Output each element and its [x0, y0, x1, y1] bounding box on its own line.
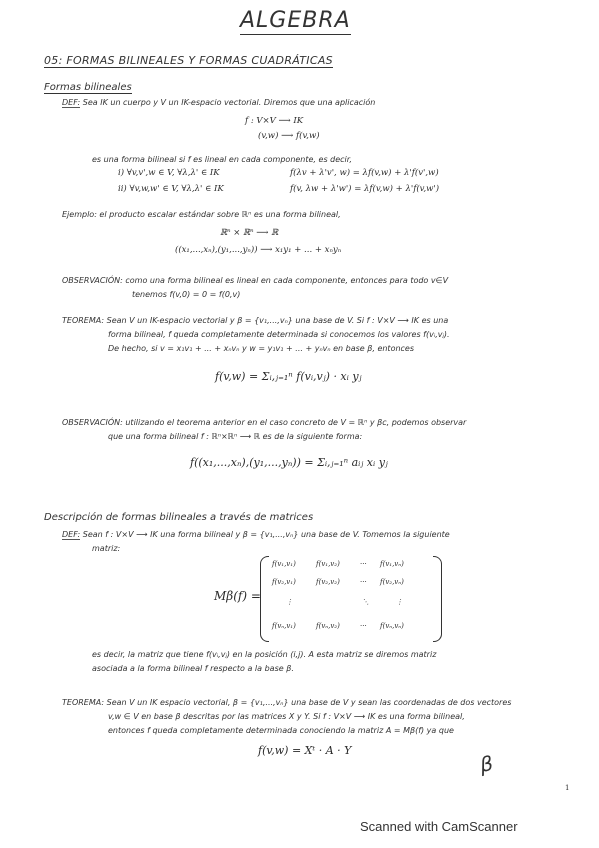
handwritten-signature: β	[478, 751, 495, 777]
def1-map-line1: f : V×V ⟶ IK	[245, 116, 304, 126]
obs1-line	[62, 276, 448, 285]
def2-text-1: Sean f : V×V ⟶ IK una forma bilineal y β = {v₁,...,vₙ} una base de V. Tomemos la siguiente	[82, 530, 450, 539]
section-title: 05: FORMAS BILINEALES Y FORMAS CUADRÁTICAS	[44, 54, 333, 67]
example-map-line1: ℝⁿ × ℝⁿ ⟶ ℝ	[220, 228, 279, 238]
matrix-cell: f(vₙ,vₙ)	[380, 622, 404, 630]
matrix-cell: f(v₁,v₁)	[272, 560, 296, 568]
page-title: ALGEBRA	[240, 8, 351, 33]
matrix-cell: ···	[360, 578, 367, 586]
matrix-cell: ⋱	[362, 598, 369, 606]
obs2-label: OBSERVACIÓN:	[62, 418, 123, 427]
matrix-cell: f(v₂,vₙ)	[380, 578, 404, 586]
matrix-cell: f(v₁,v₂)	[316, 560, 340, 568]
def2-line1	[62, 530, 450, 539]
thm2-line1	[62, 698, 511, 707]
thm2-label: TEOREMA:	[62, 698, 105, 707]
def1-cond2-quantifiers: ii) ∀v,w,w' ∈ V, ∀λ,λ' ∈ IK	[118, 184, 224, 194]
def1-map-line2: (v,w) ⟶ f(v,w)	[258, 131, 320, 141]
def1-condition-intro: es una forma bilineal si f es lineal en cada componente, es decir,	[92, 155, 352, 164]
matrix-left-bracket	[260, 556, 269, 642]
thm1-formula: f(v,w) = Σᵢ,ⱼ₌₁ⁿ f(vᵢ,vⱼ) · xᵢ yⱼ	[215, 370, 362, 383]
matrix-cell: ···	[360, 560, 367, 568]
obs1-text-2: tenemos f(v,0) = 0 = f(0,v)	[132, 290, 241, 299]
thm1-text-1: Sean V un IK-espacio vectorial y β = {v₁,...,vₙ} una base de V. Si f : V×V ⟶ IK es una	[106, 316, 449, 325]
matrix-cell: f(vₙ,v₁)	[272, 622, 296, 630]
def1-line	[62, 98, 375, 107]
def2-label: DEF:	[62, 530, 81, 539]
obs2-formula: f((x₁,...,xₙ),(y₁,...,yₙ)) = Σᵢ,ⱼ₌₁ⁿ aᵢⱼ xᵢ yⱼ	[190, 456, 388, 469]
matrix-cell: f(v₂,v₂)	[316, 578, 340, 586]
def2-text-2: matriz:	[92, 544, 121, 553]
thm2-text-2: v,w ∈ V en base β descritas por las matrices X y Y. Si f : V×V ⟶ IK es una forma bilineal,	[108, 712, 465, 721]
page-number: 1	[565, 784, 570, 792]
subsection-matrices: Descripción de formas bilineales a través de matrices	[44, 512, 314, 523]
matrix-label: Mβ(f) =	[214, 589, 261, 603]
matrix-cell: ⋮	[396, 598, 403, 606]
def1-cond2-equation: f(v, λw + λ'w') = λf(v,w) + λ'f(v,w')	[290, 184, 440, 194]
obs2-line1	[62, 418, 466, 427]
def1-label: DEF:	[62, 98, 81, 107]
scanner-watermark: Scanned with CamScanner	[360, 819, 518, 834]
example-map-line2: ((x₁,...,xₙ),(y₁,...,yₙ)) ⟶ x₁y₁ + ... + xₙyₙ	[175, 245, 342, 255]
example-text: Ejemplo: el producto escalar estándar sobre ℝⁿ es una forma bilineal,	[62, 210, 341, 219]
thm2-formula: f(v,w) = Xᵗ · A · Y	[258, 744, 352, 757]
thm1-text-2: forma bilineal, f queda completamente determinada si conocemos los valores f(vᵢ,vⱼ).	[108, 330, 450, 339]
obs1-label: OBSERVACIÓN:	[62, 276, 123, 285]
after-matrix-text-1: es decir, la matriz que tiene f(vᵢ,vⱼ) en la posición (i,j). A esta matriz se diremos matriz	[92, 650, 437, 659]
obs2-text-1: utilizando el teorema anterior en el caso concreto de V = ℝⁿ y βc, podemos observar	[125, 418, 467, 427]
matrix-right-bracket	[433, 556, 442, 642]
thm1-label: TEOREMA:	[62, 316, 105, 325]
def1-cond1-equation: f(λv + λ'v', w) = λf(v,w) + λ'f(v',w)	[290, 168, 439, 178]
def1-cond1-quantifiers: i) ∀v,v',w ∈ V, ∀λ,λ' ∈ IK	[118, 168, 220, 178]
matrix-cell: f(v₁,vₙ)	[380, 560, 404, 568]
matrix-cell: ···	[360, 622, 367, 630]
subsection-bilinear-forms: Formas bilineales	[44, 82, 132, 93]
matrix-block	[214, 556, 444, 642]
matrix-cell: f(v₂,v₁)	[272, 578, 296, 586]
thm1-line1	[62, 316, 448, 325]
def1-text: Sea IK un cuerpo y V un IK-espacio vectorial. Diremos que una aplicación	[82, 98, 376, 107]
obs2-text-2: que una forma bilineal f : ℝⁿ×ℝⁿ ⟶ ℝ es de la siguiente forma:	[108, 432, 363, 441]
thm1-text-3: De hecho, si v = x₁v₁ + ... + xₙvₙ y w = y₁v₁ + ... + yₙvₙ en base β, entonces	[108, 344, 415, 353]
matrix-cell: f(vₙ,v₂)	[316, 622, 340, 630]
thm2-text-3: entonces f queda completamente determinada conociendo la matriz A = Mβ(f) ya que	[108, 726, 454, 735]
obs1-text: como una forma bilineal es lineal en cada componente, entonces para todo v∈V	[125, 276, 449, 285]
after-matrix-text-2: asociada a la forma bilineal f respecto a la base β.	[92, 664, 294, 673]
thm2-text-1: Sean V un IK espacio vectorial, β = {v₁,...,vₙ} una base de V y sean las coordenadas de dos vectores	[106, 698, 512, 707]
matrix-cell: ⋮	[286, 598, 293, 606]
